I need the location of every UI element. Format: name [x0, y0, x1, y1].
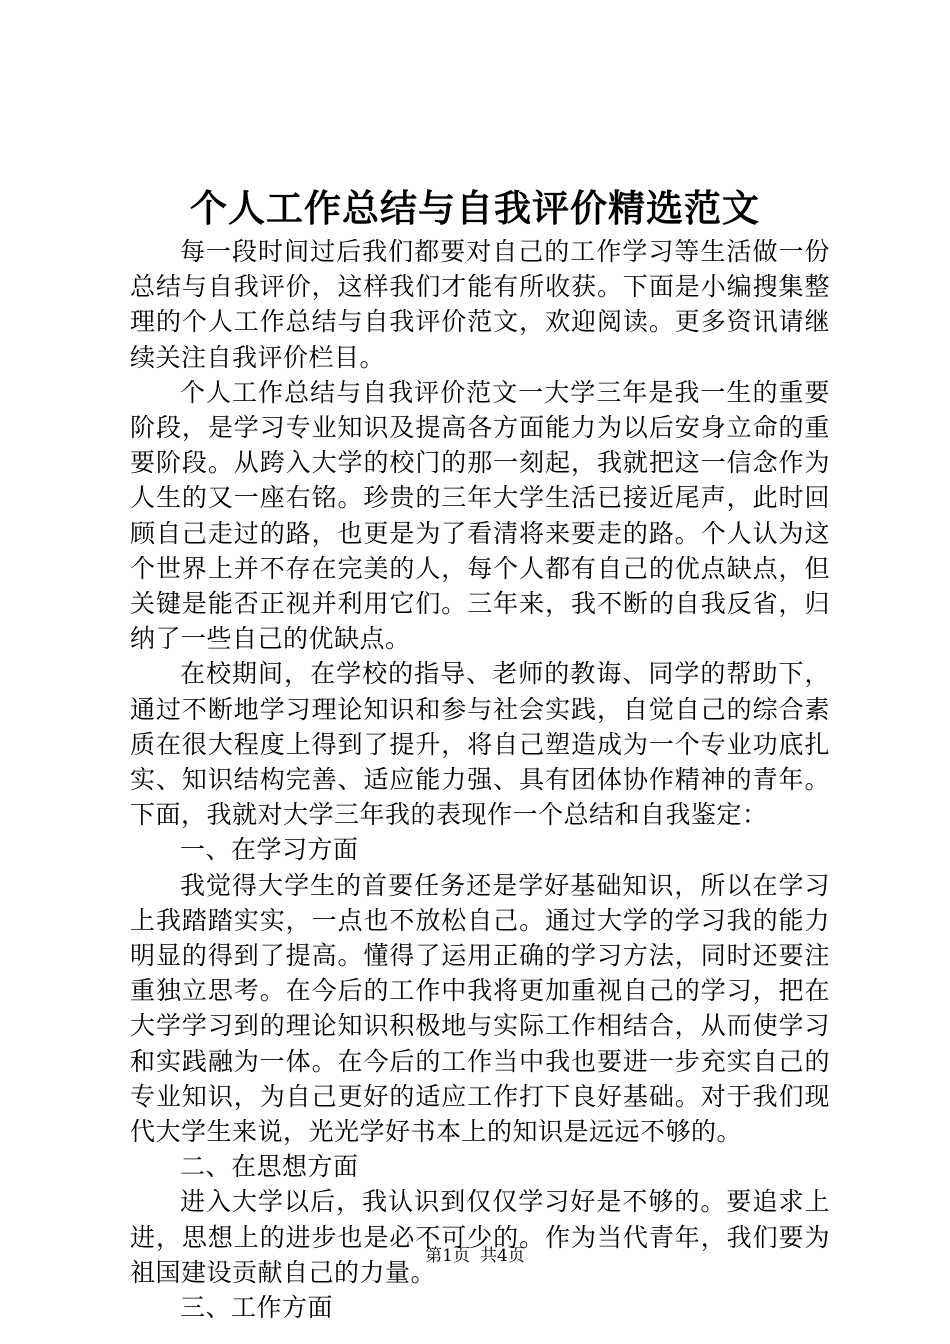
page-number: 第1页 — [425, 1246, 470, 1266]
document-body — [130, 234, 830, 1325]
section-heading-thought: 二、在思想方面 — [180, 1152, 359, 1182]
section-heading-work: 三、工作方面 — [180, 1293, 334, 1323]
intro-paragraph: 每一段时间过后我们都要对自己的工作学习等生活做一份总结与自我评价，这样我们才能有所收获。下面是小编搜集整理的个人工作总结与自我评价范文，欢迎阅读。更多资讯请继续关注自我评价栏目。 — [130, 237, 830, 372]
section-heading-study: 一、在学习方面 — [180, 835, 359, 865]
page-footer — [0, 1244, 950, 1268]
essay-paragraph-2: 在校期间，在学校的指导、老师的教诲、同学的帮助下，通过不断地学习理论知识和参与社会实践，自觉自己的综合素质在很大程度上得到了提升，将自己塑造成为一个专业功底扎实、知识结构完善、适应能力强、具有团体协作精神的青年。下面，我就对大学三年我的表现作一个总结和自我鉴定： — [130, 659, 830, 830]
essay-paragraph-1: 个人工作总结与自我评价范文一大学三年是我一生的重要阶段，是学习专业知识及提高各方面能力为以后安身立命的重要阶段。从跨入大学的校门的那一刻起，我就把这一信念作为人生的又一座右铭。珍贵的三年大学生活已接近尾声，此时回顾自己走过的路，也更是为了看清将来要走的路。个人认为这个世界上并不存在完美的人，每个人都有自己的优点缺点，但关键是能否正视并利用它们。三年来，我不断的自我反省，归纳了一些自己的优缺点。 — [130, 377, 830, 654]
section-text-thought: 进入大学以后，我认识到仅仅学习好是不够的。要追求上进，思想上的进步也是必不可少的。作为当代青年，我们要为祖国建设贡献自己的力量。 — [130, 1187, 830, 1287]
section-text-study: 我觉得大学生的首要任务还是学好基础知识，所以在学习上我踏踏实实，一点也不放松自己。通过大学的学习我的能力明显的得到了提高。懂得了运用正确的学习方法，同时还要注重独立思考。在今后的工作中我将更加重视自己的学习，把在大学学习到的理论知识积极地与实际工作相结合，从而使学习和实践融为一体。在今后的工作当中我也要进一步充实自己的专业知识，为自己更好的适应工作打下良好基础。对于我们现代大学生来说，光光学好书本上的知识是远远不够的。 — [130, 870, 830, 1147]
page-total: 共4页 — [480, 1246, 525, 1266]
document-title: 个人工作总结与自我评价精选范文 — [190, 186, 760, 230]
